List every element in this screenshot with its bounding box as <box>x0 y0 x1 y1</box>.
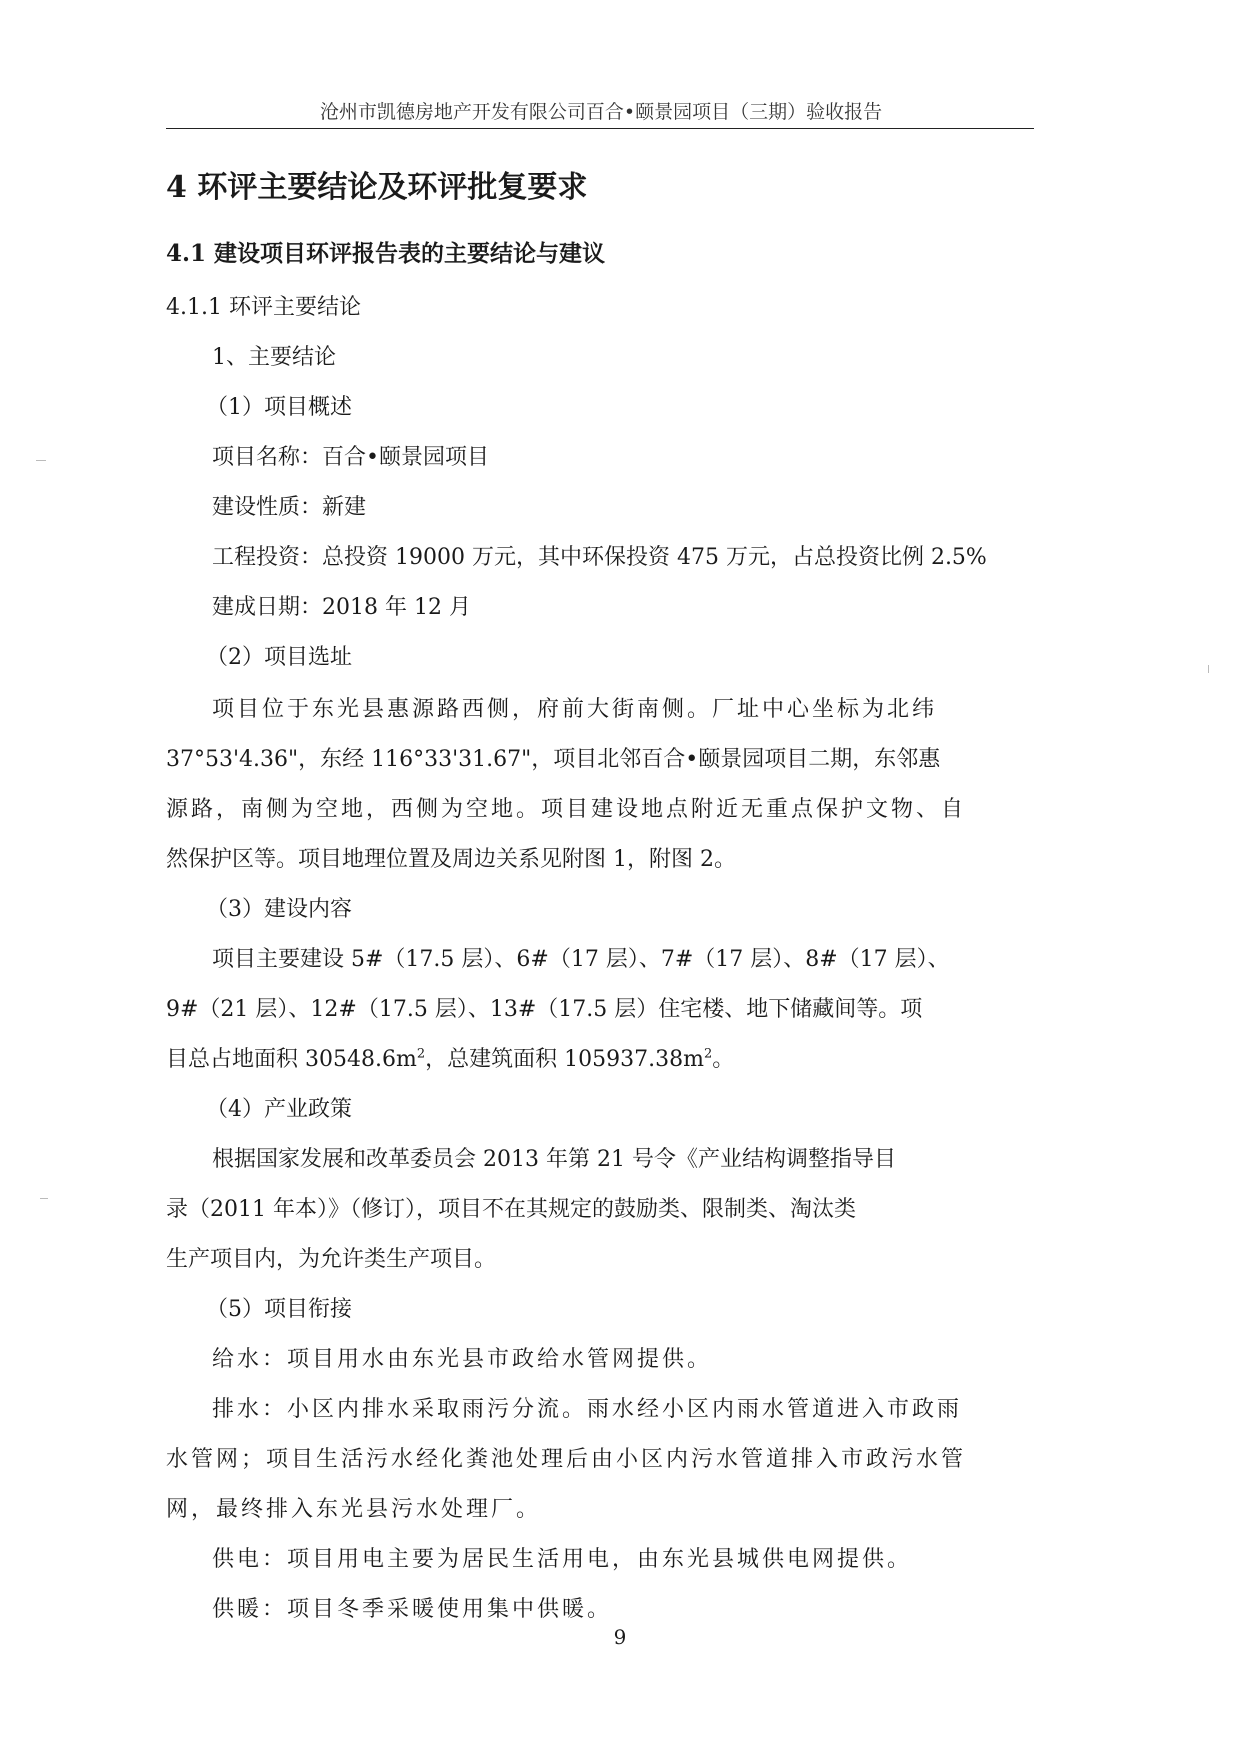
location-text-line: 项目位于东光县惠源路西侧，府前大街南侧。厂址中心坐标为北纬 <box>212 697 938 722</box>
policy-text-line: 录（2011 年本）》（修订），项目不在其规定的鼓励类、限制类、淘汰类 <box>166 1197 856 1222</box>
location-text-line: 然保护区等。项目地理位置及周边关系见附图 1，附图 2。 <box>166 847 736 872</box>
connection-heading: （5）项目衔接 <box>206 1297 352 1322</box>
policy-text-line: 根据国家发展和改革委员会 2013 年第 21 号令《产业结构调整指导目 <box>212 1147 896 1172</box>
project-name-line: 项目名称：百合•颐景园项目 <box>212 445 489 470</box>
superscript: 2 <box>703 1046 713 1062</box>
drainage-text-line: 水管网；项目生活污水经化粪池处理后由小区内污水管道排入市政污水管 <box>166 1447 967 1472</box>
water-supply-line: 给水：项目用水由东光县市政给水管网提供。 <box>212 1347 713 1372</box>
content-text-line: 项目主要建设 5#（17.5 层）、6#（17 层）、7#（17 层）、8#（17 层）、 <box>212 947 950 972</box>
scan-artifact <box>36 460 46 461</box>
investment-line: 工程投资：总投资 19000 万元，其中环保投资 475 万元，占总投资比例 2.5% <box>212 545 987 570</box>
superscript: 2 <box>416 1046 426 1062</box>
completion-date-line: 建成日期：2018 年 12 月 <box>212 595 471 620</box>
scan-artifact <box>40 1198 48 1199</box>
heating-line: 供暖：项目冬季采暖使用集中供暖。 <box>212 1597 613 1622</box>
scan-artifact <box>1208 665 1209 673</box>
section-heading: 4.1 建设项目环评报告表的主要结论与建议 <box>166 240 606 267</box>
location-text-line: 37°53'4.36"，东经 116°33'31.67"，项目北邻百合•颐景园项目二期，东邻惠 <box>166 747 941 772</box>
policy-heading: （4）产业政策 <box>206 1097 352 1122</box>
content-text-line: 9#（21 层）、12#（17.5 层）、13#（17.5 层）住宅楼、地下储藏间等。项 <box>166 997 923 1022</box>
overview-heading: （1）项目概述 <box>206 395 352 420</box>
policy-text-line: 生产项目内，为允许类生产项目。 <box>166 1247 497 1272</box>
area-text: 。 <box>712 1047 735 1072</box>
running-header: 沧州市凯德房地产开发有限公司百合•颐景园项目（三期）验收报告 <box>319 101 883 123</box>
chapter-heading: 4 环评主要结论及环评批复要求 <box>166 170 588 205</box>
construction-nature-line: 建设性质：新建 <box>212 495 367 520</box>
item-heading: 1、主要结论 <box>212 345 336 370</box>
header-rule <box>166 128 1034 129</box>
content-text-line <box>166 1044 734 1076</box>
drainage-text-line: 排水：小区内排水采取雨污分流。雨水经小区内雨水管道进入市政雨 <box>212 1397 963 1422</box>
location-heading: （2）项目选址 <box>206 645 352 670</box>
location-text-line: 源路，南侧为空地，西侧为空地。项目建设地点附近无重点保护文物、自 <box>166 797 967 822</box>
area-text: 目总占地面积 30548.6m <box>166 1047 417 1072</box>
page-number: 9 <box>613 1625 627 1649</box>
power-supply-line: 供电：项目用电主要为居民生活用电，由东光县城供电网提供。 <box>212 1547 913 1572</box>
construction-content-heading: （3）建设内容 <box>206 897 352 922</box>
area-text: ，总建筑面积 105937.38m <box>425 1047 704 1072</box>
drainage-text-line: 网，最终排入东光县污水处理厂。 <box>166 1497 542 1522</box>
subsection-heading: 4.1.1 环评主要结论 <box>166 295 361 320</box>
